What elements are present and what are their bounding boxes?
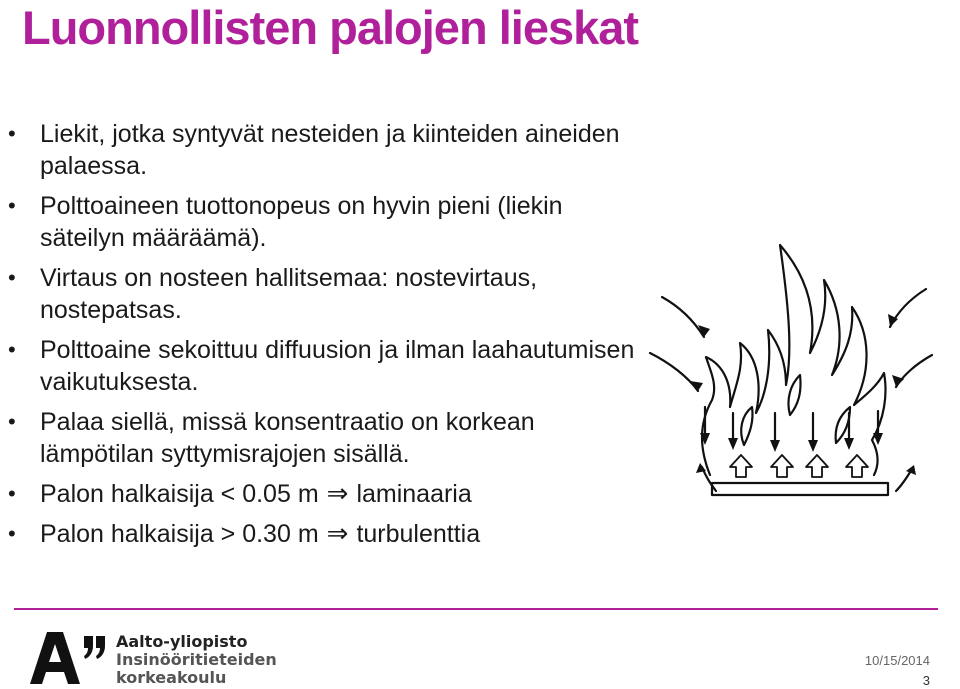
arrowhead bbox=[728, 438, 738, 450]
bullet-item bbox=[0, 518, 640, 550]
bullet-dot: • bbox=[8, 121, 16, 146]
flame-inner-curl bbox=[788, 375, 800, 415]
pool-fire-flame-diagram bbox=[640, 235, 940, 515]
logo-line-school: Insinööritieteiden bbox=[116, 650, 277, 669]
arrowhead bbox=[770, 440, 780, 452]
flame-inner-curl bbox=[836, 407, 850, 443]
entrainment-arrow-right-lower bbox=[896, 355, 932, 387]
vapour-up-arrow bbox=[771, 455, 793, 477]
entrainment-arrow-left-lower bbox=[650, 353, 698, 391]
vapour-up-arrow bbox=[806, 455, 828, 477]
vapour-up-arrow bbox=[846, 455, 868, 477]
flame-inner-curl bbox=[741, 407, 752, 445]
bullet-item bbox=[0, 334, 640, 398]
bullet-dot: • bbox=[8, 337, 16, 362]
bullet-text: Polttoaineen tuottonopeus on hyvin pieni (liekin säteilyn määräämä). bbox=[40, 192, 563, 252]
bullet-dot: • bbox=[8, 409, 16, 434]
bullet-item bbox=[0, 262, 640, 326]
aalto-logo-icon bbox=[30, 632, 105, 684]
slide-title: Luonnollisten palojen lieskat bbox=[22, 1, 639, 54]
footer-date: 10/15/2014 bbox=[864, 653, 930, 668]
fuel-pool-rect bbox=[712, 483, 888, 495]
bullet-text: Palon halkaisija < 0.05 m bbox=[40, 480, 319, 508]
bullet-text: Virtaus on nosteen hallitsemaa: nostevirtaus, nostepatsas. bbox=[40, 264, 538, 324]
page-number: 3 bbox=[922, 673, 930, 688]
bullet-dot: • bbox=[8, 265, 16, 290]
bullet-text: Polttoaine sekoittuu diffuusion ja ilman laahautumisen vaikutuksesta. bbox=[40, 336, 635, 396]
bullet-dot: • bbox=[8, 481, 16, 506]
bullet-item bbox=[0, 118, 640, 182]
bullet-text-result: turbulenttia bbox=[356, 520, 481, 548]
bullet-list bbox=[0, 118, 640, 558]
bullet-item bbox=[0, 190, 640, 254]
logo-wordmark bbox=[116, 633, 277, 687]
implies-arrow-icon: ⇒ bbox=[326, 519, 349, 549]
arrowhead bbox=[906, 465, 916, 475]
implies-arrow-icon: ⇒ bbox=[326, 479, 349, 509]
arrowhead bbox=[844, 438, 854, 450]
bullet-dot: • bbox=[8, 521, 16, 546]
vapour-up-arrow bbox=[730, 455, 752, 477]
bullet-text: Palaa siellä, missä konsentraatio on korkean lämpötilan syttymisrajojen sisällä. bbox=[40, 408, 535, 468]
footer-divider bbox=[14, 608, 938, 610]
entrainment-arrow-left-upper bbox=[662, 297, 704, 337]
logo-line-school-2: korkeakoulu bbox=[116, 668, 227, 687]
bullet-item bbox=[0, 406, 640, 470]
arrowhead bbox=[808, 440, 818, 452]
bullet-dot: • bbox=[8, 193, 16, 218]
bullet-item bbox=[0, 478, 640, 510]
bullet-text: Liekit, jotka syntyvät nesteiden ja kiinteiden aineiden palaessa. bbox=[40, 120, 620, 180]
bullet-text-result: laminaaria bbox=[356, 480, 472, 508]
bullet-text: Palon halkaisija > 0.30 m bbox=[40, 520, 319, 548]
logo-line-university: Aalto-yliopisto bbox=[116, 632, 248, 651]
